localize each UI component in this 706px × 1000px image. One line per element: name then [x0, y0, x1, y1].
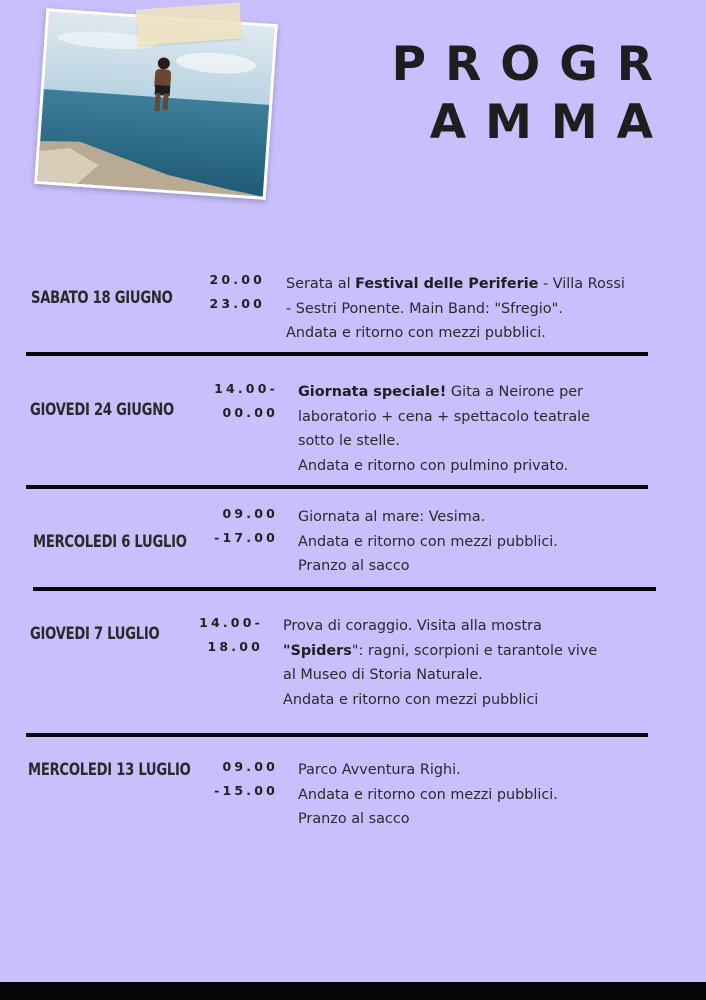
day-label: GIOVEDI 24 GIUGNO [30, 400, 174, 420]
desc-text: - Villa Rossi [538, 276, 625, 292]
desc-bold: Giornata speciale! [298, 384, 447, 400]
time-start: 14.00- [199, 615, 263, 630]
desc-line-4: Andata e ritorno con pulmino privato. [298, 458, 569, 475]
desc-line-3: al Museo di Storia Naturale. [283, 667, 483, 684]
row-divider [26, 352, 648, 356]
time-range [199, 611, 263, 659]
time-range [214, 755, 278, 803]
desc-line-2: laboratorio + cena + spettacolo teatrale [298, 408, 591, 425]
time-start: 09.00 [222, 506, 278, 521]
time-end: 00.00 [222, 405, 278, 420]
desc-line-3: Andata e ritorno con mezzi pubblici. [286, 325, 546, 342]
desc-line-3: Pranzo al sacco [298, 811, 410, 828]
desc-line-4: Andata e ritorno con mezzi pubblici [283, 692, 539, 709]
time-end: -17.00 [214, 530, 278, 545]
row-divider [33, 587, 656, 591]
title-line-2: AMMA [429, 95, 672, 150]
day-label: MERCOLEDI 6 LUGLIO [33, 532, 187, 552]
time-start: 14.00- [214, 381, 278, 396]
desc-text: ": ragni, scorpioni e tarantole vive [351, 642, 598, 659]
desc-line-1: Prova di coraggio. Visita alla mostra [283, 618, 542, 634]
event-description [298, 758, 558, 832]
time-start: 20.00 [209, 272, 265, 287]
desc-line-2: - Sestri Ponente. Main Band: "Sfregio". [286, 300, 563, 317]
event-description [286, 272, 625, 346]
event-description [298, 505, 558, 579]
desc-line-2: Andata e ritorno con mezzi pubblici. [298, 786, 558, 803]
time-end: -15.00 [214, 783, 278, 798]
bottom-bar [0, 982, 706, 1000]
time-end: 18.00 [207, 639, 263, 654]
desc-line-3: sotto le stelle. [298, 433, 400, 450]
desc-bold: "Spiders [283, 642, 352, 659]
time-start: 09.00 [222, 759, 278, 774]
desc-line-1: Parco Avventura Righi. [298, 762, 461, 778]
page-title [392, 36, 672, 152]
desc-bold: Festival delle Periferie [355, 276, 539, 292]
time-range [214, 502, 278, 550]
time-end: 23.00 [209, 296, 265, 311]
desc-text: Serata al [286, 276, 356, 292]
desc-line-1 [286, 272, 625, 297]
day-label: MERCOLEDI 13 LUGLIO [28, 760, 191, 780]
desc-line-2: Andata e ritorno con mezzi pubblici. [298, 533, 558, 550]
desc-line-1: Giornata al mare: Vesima. [298, 509, 486, 525]
event-description [298, 380, 590, 479]
title-line-1: PROGR [391, 37, 672, 92]
day-label: GIOVEDI 7 LUGLIO [30, 624, 160, 644]
desc-line-2 [283, 639, 597, 664]
row-divider [26, 485, 648, 489]
day-label: SABATO 18 GIUGNO [31, 288, 173, 308]
desc-line-1 [298, 380, 590, 405]
time-range [209, 268, 265, 316]
time-range [214, 377, 278, 425]
event-description [283, 614, 597, 713]
row-divider [26, 733, 648, 737]
photo-tape [136, 2, 242, 45]
desc-line-3: Pranzo al sacco [298, 558, 410, 575]
desc-text: Gita a Neirone per [446, 384, 583, 400]
